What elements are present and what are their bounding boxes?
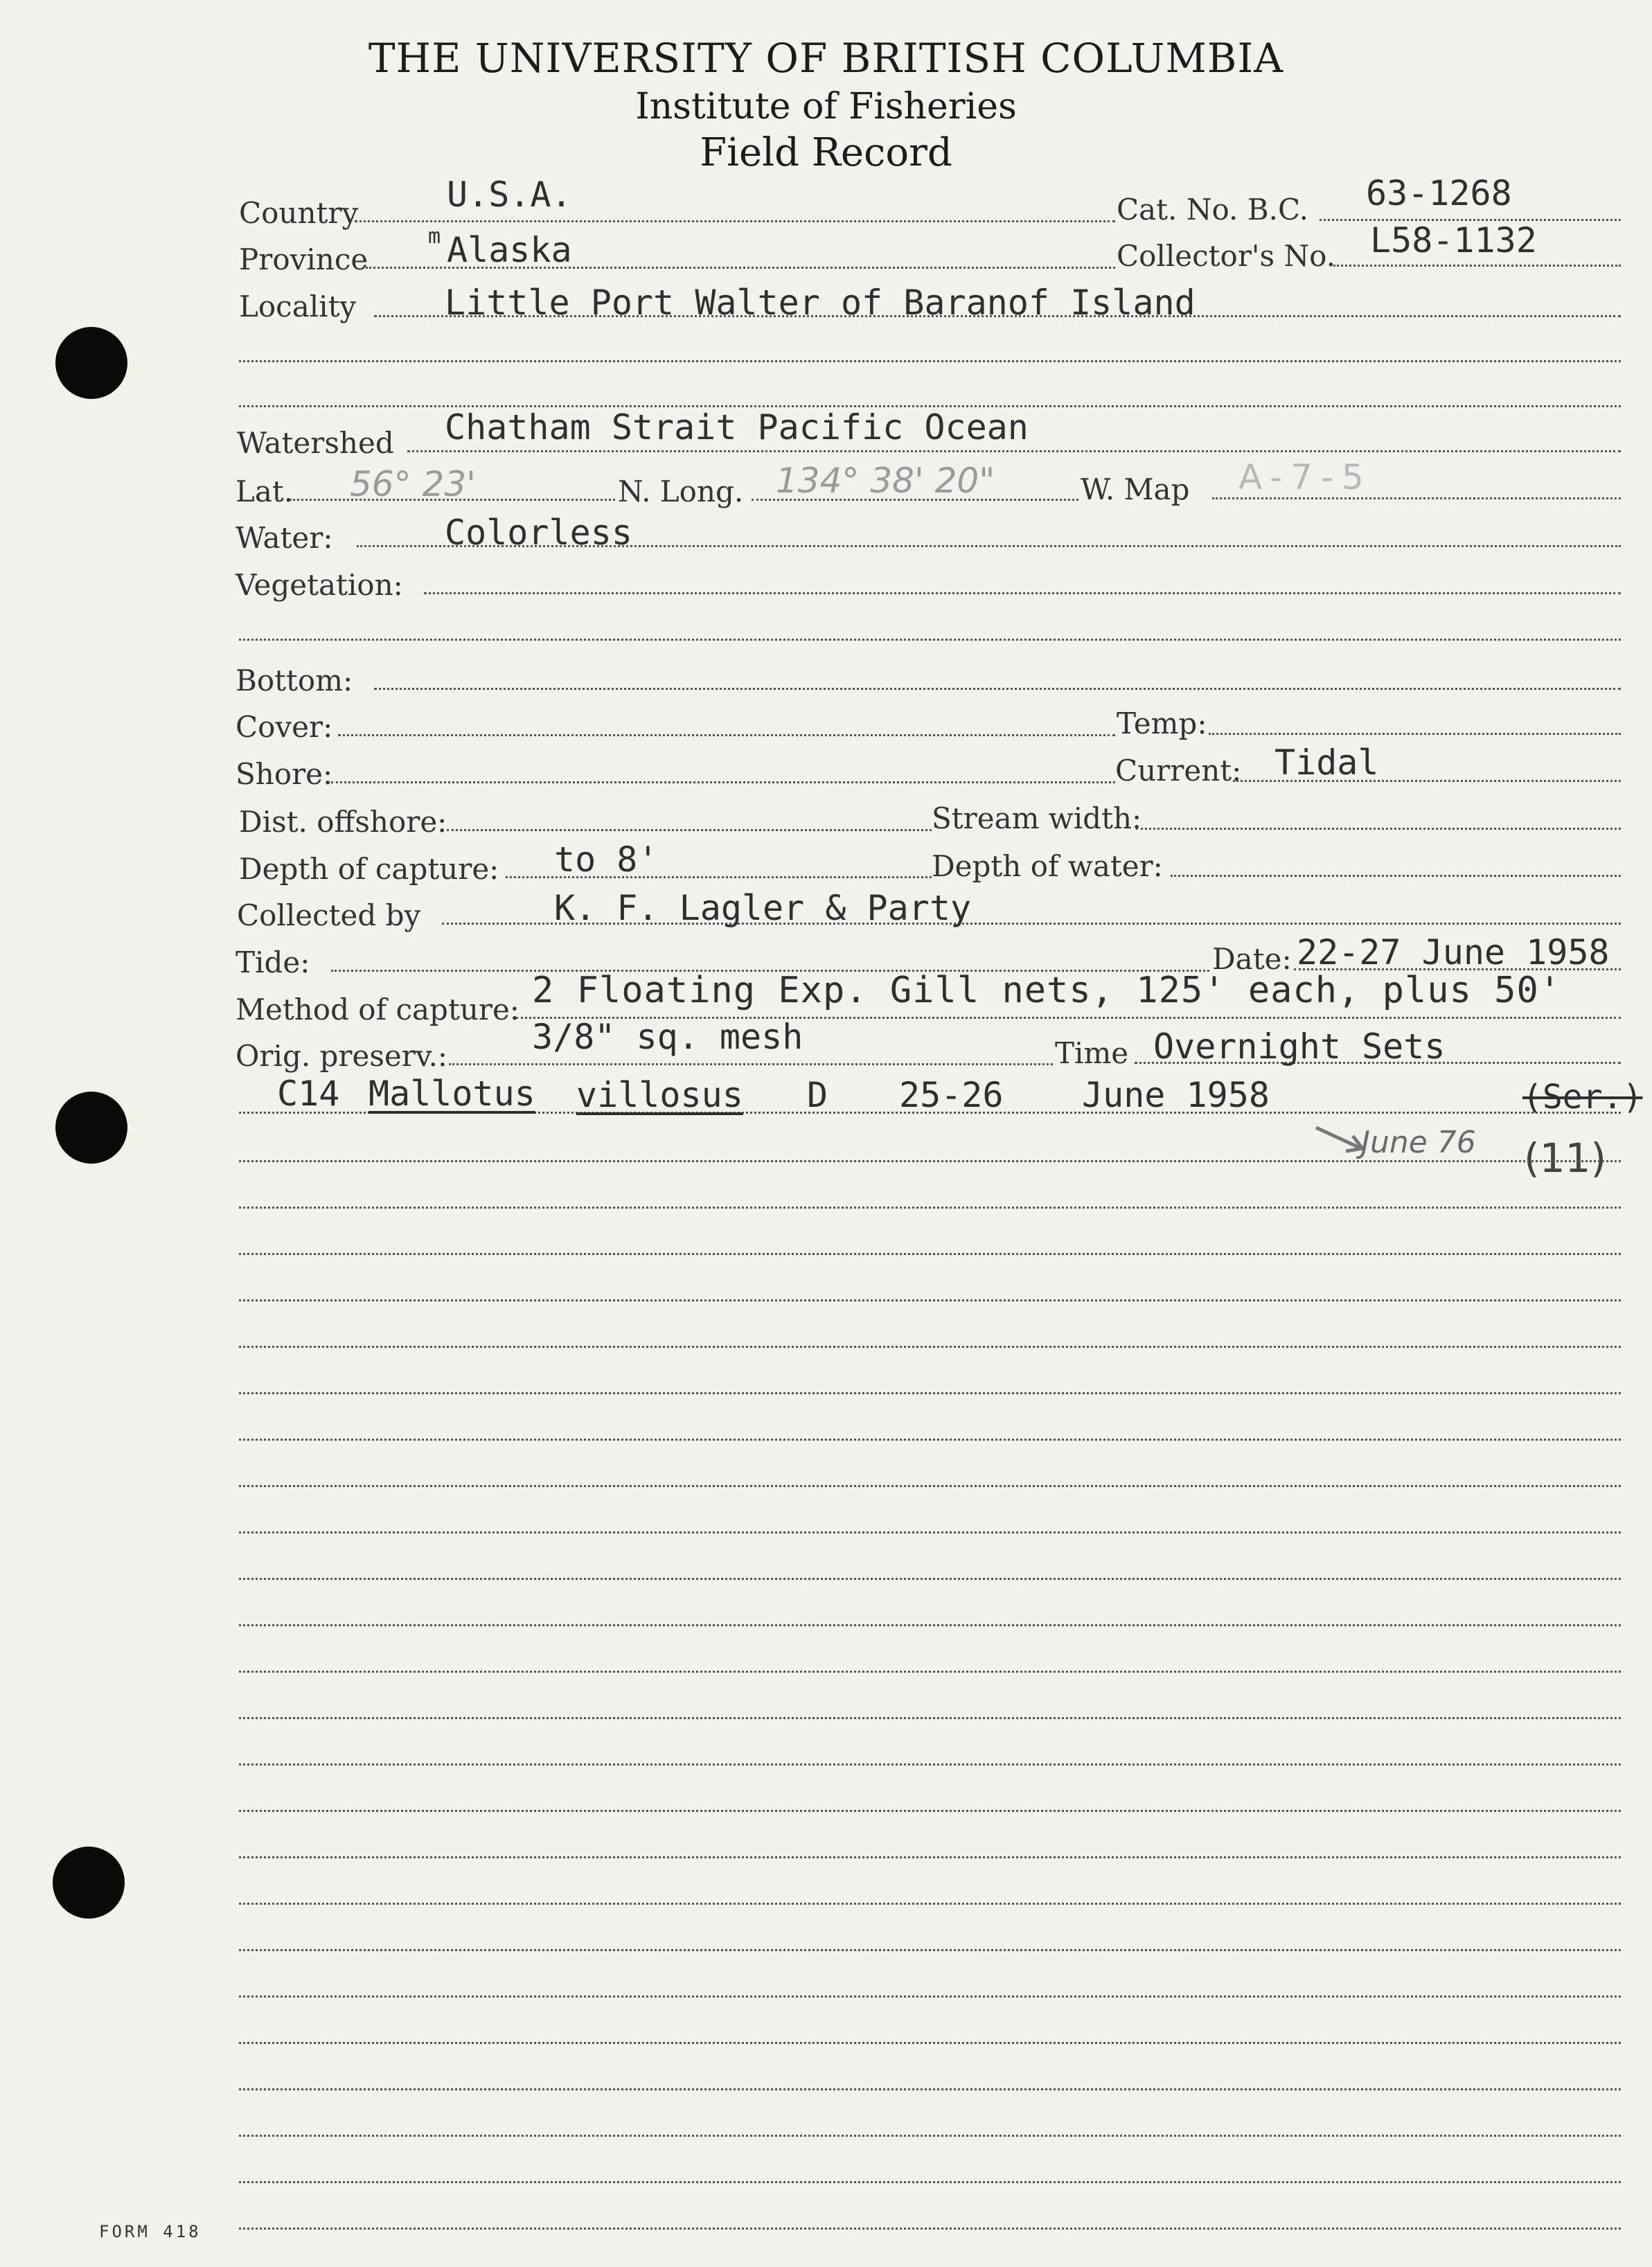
blank-line — [239, 2135, 1621, 2137]
collector-no-label: Collector's No. — [1117, 239, 1336, 273]
blank-line — [239, 1485, 1621, 1487]
temp-label: Temp: — [1117, 706, 1207, 740]
form-number: FORM 418 — [99, 2222, 202, 2241]
circled-number: (11) — [1524, 1135, 1607, 1182]
cat-no-value: 63-1268 — [1366, 173, 1512, 213]
blank-line — [239, 2228, 1621, 2230]
specimen-date: June 1958 — [1082, 1075, 1270, 1115]
time-label: Time — [1055, 1036, 1129, 1070]
blank-line — [239, 1856, 1621, 1858]
specimen-days: 25-26 — [899, 1075, 1004, 1115]
tide-label: Tide: — [236, 945, 310, 979]
blank-line — [239, 360, 1621, 362]
blank-line — [239, 2042, 1621, 2044]
depth-water-label: Depth of water: — [932, 849, 1163, 883]
watershed-line — [407, 450, 1621, 452]
vegetation-line — [424, 592, 1621, 594]
country-line — [355, 220, 1115, 222]
current-label: Current: — [1115, 754, 1242, 788]
blank-line — [239, 1995, 1621, 1998]
blank-line — [239, 1346, 1621, 1348]
temp-line — [1209, 733, 1621, 735]
orig-preserv-line — [449, 1063, 1053, 1065]
depth-capture-label: Depth of capture: — [239, 852, 499, 886]
stream-width-line — [1136, 828, 1621, 830]
blank-line — [239, 1392, 1621, 1394]
struck-series: (Ser.) — [1522, 1078, 1643, 1117]
specimen-code: C14 — [277, 1074, 340, 1114]
locality-value: Little Port Walter of Baranof Island — [445, 283, 1196, 323]
map-line — [1212, 497, 1621, 499]
locality-label: Locality — [239, 290, 357, 323]
country-value: U.S.A. — [447, 175, 572, 215]
binder-hole — [55, 327, 127, 399]
blank-line — [239, 1763, 1621, 1766]
blank-line — [239, 1578, 1621, 1580]
collected-by-label: Collected by — [237, 898, 421, 932]
shore-line — [331, 781, 1115, 783]
binder-hole — [53, 1847, 125, 1919]
province-mark: m — [428, 224, 441, 249]
blank-line — [239, 2181, 1621, 2183]
collector-no-value: L58-1132 — [1370, 220, 1537, 260]
watershed-value: Chatham Strait Pacific Ocean — [445, 407, 1029, 447]
dist-offshore-line — [447, 829, 932, 831]
stream-width-label: Stream width: — [932, 801, 1142, 835]
blank-line — [239, 1717, 1621, 1719]
orig-preserv-value: 3/8" sq. mesh — [532, 1017, 803, 1057]
blank-line — [239, 1299, 1621, 1301]
long-label: N. Long. — [618, 474, 744, 508]
binder-hole — [55, 1092, 127, 1164]
province-label: Province — [239, 242, 368, 276]
blank-line — [239, 1949, 1621, 1951]
institute-title: Institute of Fisheries — [635, 86, 1017, 127]
water-label: Water: — [236, 521, 333, 555]
blank-line — [239, 1624, 1621, 1626]
shore-label: Shore: — [236, 757, 333, 791]
method-value: 2 Floating Exp. Gill nets, 125' each, plus 50' — [532, 970, 1562, 1011]
specimen-genus: Mallotus — [368, 1074, 535, 1114]
blank-line — [239, 1810, 1621, 1812]
orig-preserv-label: Orig. preserv.: — [236, 1039, 448, 1073]
blank-line — [239, 639, 1621, 641]
time-value: Overnight Sets — [1153, 1026, 1446, 1067]
collected-by-value: K. F. Lagler & Party — [554, 888, 972, 928]
university-title: THE UNIVERSITY OF BRITISH COLUMBIA — [368, 35, 1284, 82]
province-value: Alaska — [447, 230, 572, 270]
record-title: Field Record — [700, 130, 952, 175]
blank-line — [239, 1160, 1621, 1162]
method-label: Method of capture: — [236, 993, 519, 1026]
cat-no-label: Cat. No. B.C. — [1117, 193, 1308, 226]
handwritten-note: June 76 — [1361, 1125, 1476, 1160]
blank-line — [239, 2088, 1621, 2090]
date-value: 22-27 June 1958 — [1297, 932, 1610, 972]
watershed-label: Watershed — [237, 426, 394, 460]
dist-offshore-label: Dist. offshore: — [239, 805, 447, 839]
current-value: Tidal — [1274, 743, 1379, 783]
cover-line — [338, 734, 1115, 736]
collector-no-line — [1333, 265, 1621, 267]
water-value: Colorless — [445, 513, 632, 553]
blank-line — [239, 1253, 1621, 1255]
blank-line — [239, 1439, 1621, 1441]
depth-water-line — [1171, 875, 1621, 877]
vegetation-label: Vegetation: — [236, 568, 403, 602]
lat-value: 56° 23' — [350, 464, 476, 504]
blank-line — [239, 1207, 1621, 1209]
map-label: W. Map — [1081, 472, 1190, 506]
lat-label: Lat. — [236, 474, 294, 508]
blank-line — [239, 1531, 1621, 1533]
specimen-species: villosus — [576, 1075, 743, 1115]
long-value: 134° 38' 20" — [776, 461, 995, 501]
cover-label: Cover: — [236, 710, 333, 744]
specimen-letter: D — [807, 1075, 828, 1115]
blank-line — [239, 1671, 1621, 1673]
blank-line — [239, 1903, 1621, 1905]
bottom-line — [374, 688, 1621, 690]
depth-capture-value: to 8' — [554, 839, 659, 880]
country-label: Country — [239, 196, 359, 230]
bottom-label: Bottom: — [236, 664, 353, 697]
map-value: A-7-5 — [1238, 457, 1372, 497]
date-label: Date: — [1212, 942, 1292, 976]
